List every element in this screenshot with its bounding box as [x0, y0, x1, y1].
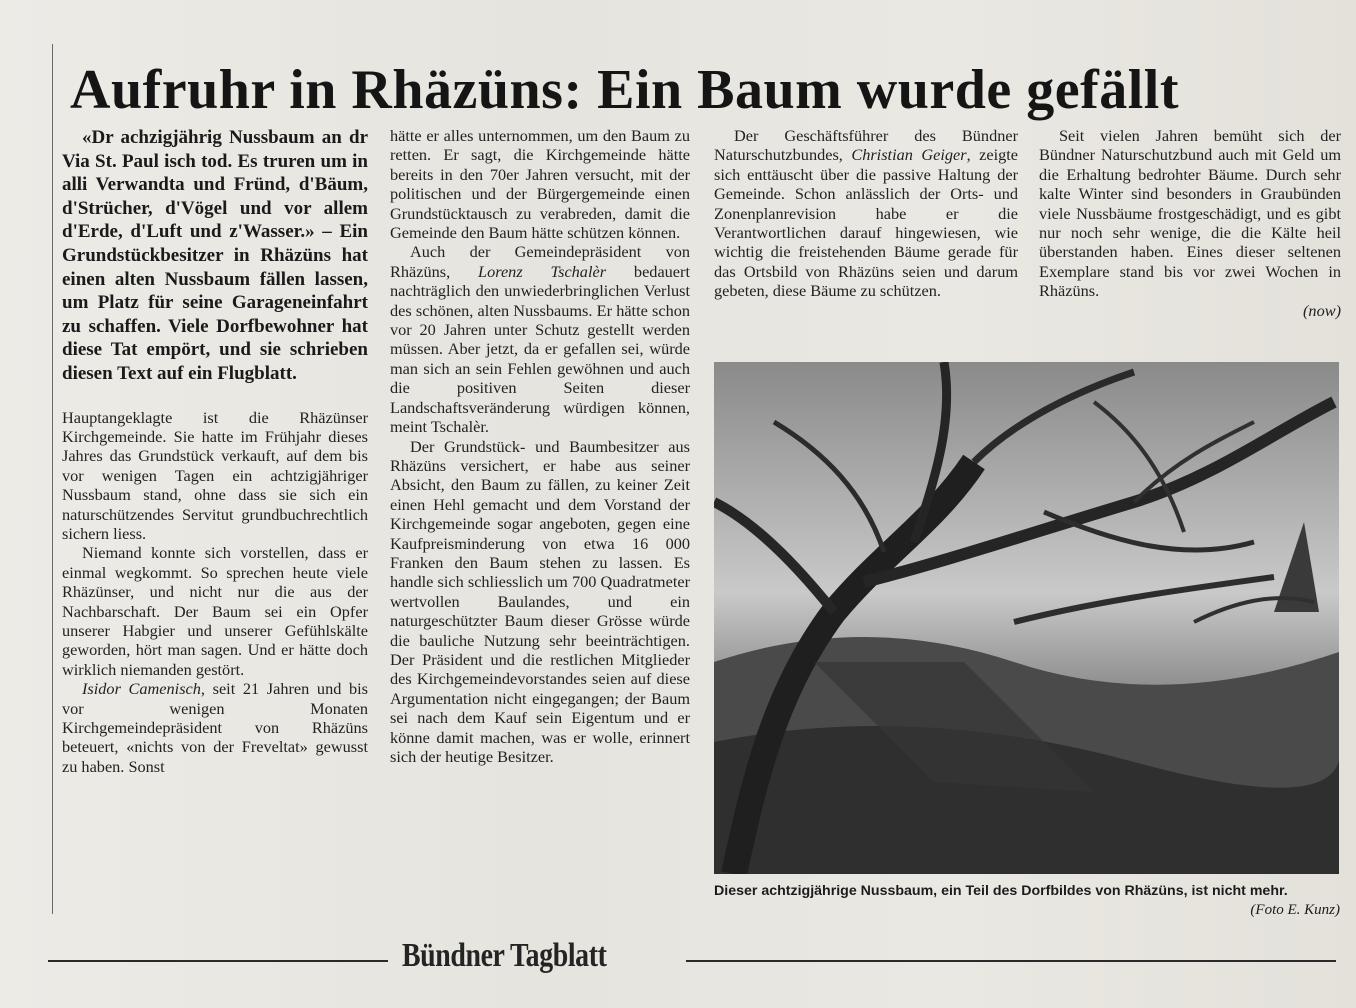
body-text: Der Geschäftsführer des Bündner Naturschutzbundes, [714, 126, 1018, 165]
body-paragraph [390, 242, 690, 436]
body-text: bedauert nachträglich den unwiederbringlichen Verlust des schönen, alten Nussbaums. Er hätte schon vor 20 Jahren unter Schutz gestellt werden müssen. Aber jetzt, da er gefallen sei, würde man sich an sein Fehlen gewöhnen und auch die positiven Seiten dieser Landschaftsveränderung würdigen können, meint Tschalèr. [390, 261, 690, 437]
body-paragraph: Seit vielen Jahren bemüht sich der Bündner Naturschutzbund auch mit Geld um die Erhaltung bedrohter Bäume. Durch sehr kalte Winter sind besonders in Graubünden viele Nussbäume frostgeschädigt, und es gibt nur noch sehr wenige, die die Kälte heil überstanden haben. Eines dieser seltenen Exemplare stand bis vor zwei Wochen in Rhäzüns. [1039, 126, 1341, 301]
body-paragraph: Niemand konnte sich vorstellen, dass er einmal wegkommt. So sprechen heute viele Rhäzünser, und nicht nur die aus der Nachbarschaft. Der Baum sei ein Opfer unserer Habgier und unserer Gefühlskälte geworden, hört man sagen. Und er hätte doch wirklich niemanden gestört. [62, 543, 368, 679]
lead-text: «Dr achzigjährig Nussbaum an dr Via St. Paul isch tod. Es truren um in alli Verwandta und Fründ, d'Bäum, d'Strücher, d'Vögel und vor allem d'Erde, d'Luft und z'Wasser.» – Ein Grundstückbesitzer in Rhäzüns hat einen alten Nussbaum fällen lassen, um Platz für seine Garageneinfahrt zu schaffen. Viele Dorfbewohner hat diese Tat empört, und sie schrieben diesen Text auf ein Flugblatt. [62, 127, 368, 384]
footer-rule-right [686, 960, 1336, 962]
body-text: Auch der Gemeindepräsident von Rhäzüns, [390, 242, 690, 281]
body-paragraph [714, 126, 1018, 301]
body-paragraph: Der Grundstück- und Baumbesitzer aus Rhäzüns versichert, er habe aus seiner Absicht, den Baum zu fällen, zu keiner Zeit einen Hehl gemacht und dem Vorstand der Kirchgemeinde sogar angeboten, gegen eine Kaufpreisminderung von etwa 16 000 Franken den Baum stehen zu lassen. Es handle sich schliesslich um 700 Quadratmeter wertvollen Baulandes, und ein naturgeschützter Baum dieser Grösse würde die bauliche Nutzung sehr beeinträchtigen. Der Präsident und die restlichen Mitglieder des Kirchgemeindevorstandes seien auf diese Argumentation nicht eingegangen; der Baum sei nach dem Kauf sein Eigentum und er könne damit machen, was er wolle, erinnert sich der heutige Besitzer. [390, 436, 690, 766]
body-text: seit 21 Jahren und bis vor wenigen Monaten Kirchgemeindepräsident von Rhäzüns beteuert, «nichts von der Freveltat» gewusst zu haben. Sonst [62, 679, 369, 776]
body-text: , zeigte sich enttäuscht über die passive Haltung der Gemeinde. Schon anlässlich der Orts- und Zonenplanrevision habe er die Verantwortlichen darauf hingewiesen, wie wichtig die freistehenden Bäume gerade für das Ortsbild von Rhäzüns seien und darum gebeten, diese Bäume zu schützen. [714, 145, 1018, 301]
body-paragraph: Hauptangeklagte ist die Rhäzünser Kirchgemeinde. Sie hatte im Frühjahr dieses Jahres das Grundstück verkauft, auf dem bis vor wenigen Tagen ein achtzigjähriger Nussbaum stand, ohne dass sie sich ein naturschützendes Servitut grundbuchrechtlich sichern liess. [62, 407, 368, 543]
author-signoff: (now) [1303, 300, 1341, 320]
masthead: Bündner Tagblatt [402, 937, 607, 974]
column-1 [62, 126, 368, 776]
body-paragraph [62, 679, 368, 776]
column-4 [1039, 126, 1341, 320]
photo-caption [714, 882, 1340, 920]
person-name: Lorenz Tschalèr [478, 261, 607, 281]
lead-paragraph [62, 126, 368, 386]
footer-rule-left [48, 960, 388, 962]
photo-credit: (Foto E. Kunz) [1250, 902, 1340, 918]
column-2 [390, 126, 690, 766]
column-3 [714, 126, 1018, 301]
walnut-tree-photo [714, 362, 1339, 874]
person-name: Isidor Camenisch, [82, 679, 205, 699]
caption-text: Dieser achtzigjährige Nussbaum, ein Teil des Dorfbildes von Rhäzüns, ist nicht mehr. [714, 883, 1288, 899]
person-name: Christian Geiger [851, 145, 967, 165]
body-paragraph: hätte er alles unternommen, um den Baum zu retten. Er sagt, die Kirchgemeinde hätte bereits in den 70er Jahren versucht, mit der politischen und der Bürgergemeinde einen Grundstücktausch zu verabreden, damit die Gemeinde den Baum hätte schützen können. [390, 126, 690, 243]
headline: Aufruhr in Rhäzüns: Ein Baum wurde gefällt [70, 59, 1180, 121]
column-rule [52, 44, 53, 914]
